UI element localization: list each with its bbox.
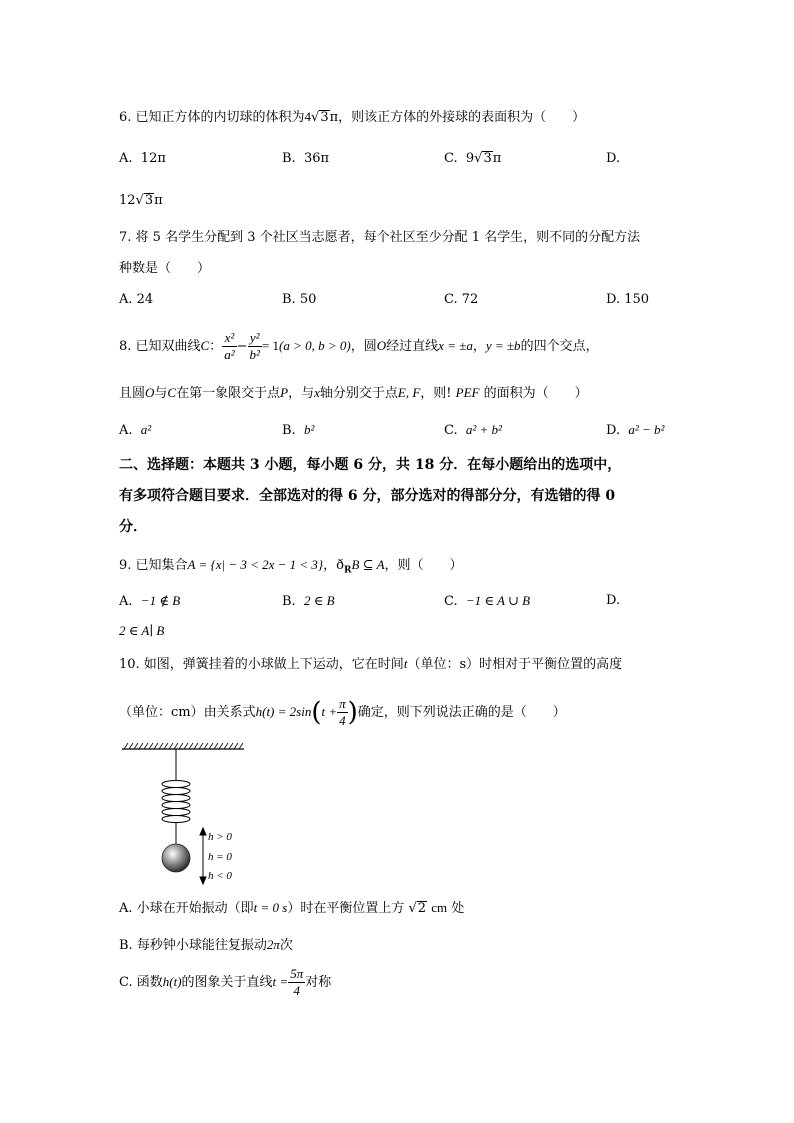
q10-func: h(t) = 2sin [255, 704, 312, 719]
q8-cond: (a > 0, b > 0) [279, 338, 351, 353]
option-text: B. 每秒钟小球能往复振动 [119, 938, 267, 953]
q10-option-b[interactable] [119, 936, 293, 955]
option-t: t = 0 s [253, 900, 288, 915]
frac-den: 4 [339, 713, 346, 728]
q8-l2-x: x [314, 385, 320, 400]
option-label: B. [282, 151, 296, 166]
q8-minus: − [236, 339, 248, 354]
q8-l2-tri: PEF [455, 385, 480, 400]
q6-option-d-value: 12√3π [119, 193, 163, 208]
q6-volume-coef: 4 [304, 109, 312, 124]
frac-num: 5π [290, 966, 304, 981]
option-text: C. 函数 [119, 975, 163, 990]
q6-radicand: 3 [320, 110, 329, 125]
option-label: C. [444, 151, 458, 166]
q9-option-c[interactable] [444, 592, 530, 611]
option-label: D. [606, 593, 621, 608]
frac-den: 4 [293, 983, 300, 998]
q7-option-a[interactable]: A. 24 [119, 292, 154, 307]
q9-stem [119, 556, 463, 580]
frac-den: b² [249, 347, 260, 362]
q9-sep: ， [323, 558, 337, 573]
option-label: C. [444, 594, 458, 609]
option-value: −1 ∉ B [140, 593, 181, 608]
q9-subset: B ⊆ A [351, 557, 385, 572]
option-value: −1 ∈ A ∪ B [465, 593, 531, 608]
q10-frac [337, 696, 348, 729]
option-value: 2π [266, 937, 280, 952]
spring-figure [118, 740, 248, 890]
q7-stem-line1: 7. 将 5 名学生分配到 3 个社区当志愿者，每个社区至少分配 1 名学生，则不同的分配方法 [119, 230, 641, 245]
q10-stem-line2 [119, 692, 566, 733]
q8-l2-text: 轴分别交于点 [319, 386, 398, 401]
q10-text-b: 确定，则下列说法正确的是（ ） [357, 705, 566, 720]
option-label: A. [119, 594, 133, 609]
label-h-zero: h = 0 [208, 851, 232, 863]
option-coef: 9 [465, 151, 475, 166]
q10-stem-line1 [119, 655, 622, 674]
option-text: ）时在平衡位置上方 [287, 901, 405, 916]
option-value: 2 ∈ A∣ B [119, 623, 165, 638]
option-text: 次 [279, 938, 293, 953]
label-h-pos: h > 0 [208, 831, 232, 843]
q9-option-b[interactable] [282, 592, 335, 611]
ceiling-hatch [122, 743, 244, 749]
q9-option-a[interactable] [119, 592, 180, 611]
q6-stem [119, 108, 585, 127]
q8-colon: ： [209, 339, 223, 354]
q8-text-d: 的四个交点， [520, 339, 599, 354]
q8-stem-line2 [119, 384, 588, 403]
option-value: 2 ∈ B [303, 593, 335, 608]
option-pi: π [154, 193, 163, 208]
q6-option-a[interactable] [119, 150, 166, 168]
q10-paren-close: ) [347, 697, 358, 728]
option-unit: cm [431, 900, 448, 915]
frac-num: π [339, 696, 346, 711]
q7-option-b[interactable]: B. 50 [282, 292, 317, 307]
q8-l2-text: 的面积为（ ） [483, 386, 588, 401]
q8-stem-line1 [119, 328, 599, 365]
option-pi: π [492, 151, 502, 166]
q8-line-x: x = ±a [438, 338, 473, 353]
q9-option-d[interactable] [606, 592, 620, 610]
q8-circle: O [376, 338, 387, 353]
ball [162, 844, 190, 872]
option-radicand: 3 [483, 151, 492, 166]
option-label: A. [119, 151, 133, 166]
option-func: h(t) [162, 974, 182, 989]
q9-complement-glyph: ð [336, 558, 344, 573]
option-label: B. [282, 594, 296, 609]
q8-sep: ， [472, 339, 486, 354]
q8-l2-text: ，与 [288, 386, 315, 401]
q7-option-d[interactable]: D. 150 [606, 292, 650, 307]
q8-option-c[interactable] [444, 421, 502, 440]
q8-l2-text: 与 [154, 386, 168, 401]
option-value: b² [303, 422, 315, 437]
option-value: 12π [140, 151, 166, 166]
option-label: D. [606, 423, 621, 438]
q9-set: A = {x| − 3 < 2x − 1 < 3} [187, 557, 324, 572]
q8-frac-x [222, 330, 236, 363]
q6-option-d[interactable] [606, 150, 620, 168]
spring-coil [162, 781, 190, 823]
q8-l2-glyph: ! [446, 386, 452, 401]
label-h-neg: h < 0 [208, 870, 232, 882]
q10-paren-open: ( [311, 697, 322, 728]
section2-line3: 分． [119, 519, 147, 535]
q8-text-b: ，圆 [350, 339, 377, 354]
section2-line1: 二、选择题：本题共 3 小题，每小题 6 分，共 18 分．在每小题给出的选项中， [119, 457, 622, 473]
option-t: t = [272, 974, 289, 989]
q8-l2-text: 且圆 [119, 386, 146, 401]
option-value: a² − b² [628, 422, 665, 437]
q8-eq: = 1 [261, 338, 280, 353]
q8-text: 8. 已知双曲线 [119, 339, 201, 354]
option-value: a² [140, 422, 152, 437]
q10-option-c[interactable] [119, 962, 331, 1003]
frac-den: a² [224, 347, 235, 362]
option-frac [288, 966, 305, 999]
option-coef: 12 [119, 193, 136, 208]
option-label: D. [606, 151, 621, 166]
q9-text: 9. 已知集合 [119, 558, 188, 573]
q8-line-y: y = ±b [485, 338, 521, 353]
option-value: a² + b² [465, 422, 502, 437]
q8-option-b[interactable] [282, 421, 314, 440]
q10-option-a[interactable]: A. 小球在开始振动（即t = 0 s）时在平衡位置上方 √2 cm 处 [119, 900, 465, 916]
q8-frac-y [248, 330, 262, 363]
frac-num: y² [248, 330, 262, 347]
option-text: A. 小球在开始振动（即 [119, 901, 254, 916]
q8-l2-o: O [145, 385, 155, 400]
q6-option-b[interactable] [282, 150, 329, 168]
q6-pi: π [329, 110, 339, 125]
q8-option-a[interactable] [119, 421, 151, 440]
q8-curve: C [200, 338, 210, 353]
option-value: 36π [303, 151, 330, 166]
q8-l2-text: ，则 [420, 386, 447, 401]
option-label: A. [119, 423, 133, 438]
q8-l2-text: 在第一象限交于点 [176, 386, 281, 401]
option-label: B. [282, 423, 296, 438]
q8-l2-ef: E, F [397, 385, 421, 400]
q9-complement-sub: R [343, 565, 352, 576]
q8-option-d[interactable] [606, 421, 664, 440]
q10-text: （单位：cm）由关系式 [119, 705, 256, 720]
option-text: 处 [451, 901, 465, 916]
q6-stem-tail: ，则该正方体的外接球的表面积为（ ） [338, 110, 586, 125]
q6-sqrt: √3 [311, 110, 329, 125]
q8-text-c: 经过直线 [386, 339, 439, 354]
frac-num: x² [222, 330, 236, 347]
q7-stem-line2: 种数是（ ） [119, 261, 211, 276]
option-radicand: 3 [144, 193, 154, 208]
option-text: 的图象关于直线 [181, 975, 273, 990]
q10-arg-t: t + [321, 704, 338, 719]
option-radicand: 2 [417, 901, 427, 916]
option-label: C. [444, 423, 458, 438]
q6-option-c[interactable]: C. 9√3π [444, 151, 502, 166]
q9-text-b: ，则（ ） [384, 558, 463, 573]
q10-text: 10. 如图，弹簧挂着的小球做上下运动，它在时间 [119, 657, 404, 672]
section2-line2: 有多项符合题目要求．全部选对的得 6 分，部分选对的得部分分，有选错的得 0 [119, 488, 616, 504]
q10-text-b: （单位：s）时相对于平衡位置的高度 [407, 657, 623, 672]
option-text: 对称 [305, 975, 332, 990]
height-arrow [200, 828, 206, 884]
q8-l2-c: C [167, 385, 177, 400]
q10-t: t [403, 656, 408, 671]
q9-option-d-value [119, 622, 164, 641]
q7-option-c[interactable]: C. 72 [444, 292, 479, 307]
q6-stem-text: 6. 已知正方体的内切球的体积为 [119, 110, 305, 125]
q8-l2-p: P [280, 385, 289, 400]
